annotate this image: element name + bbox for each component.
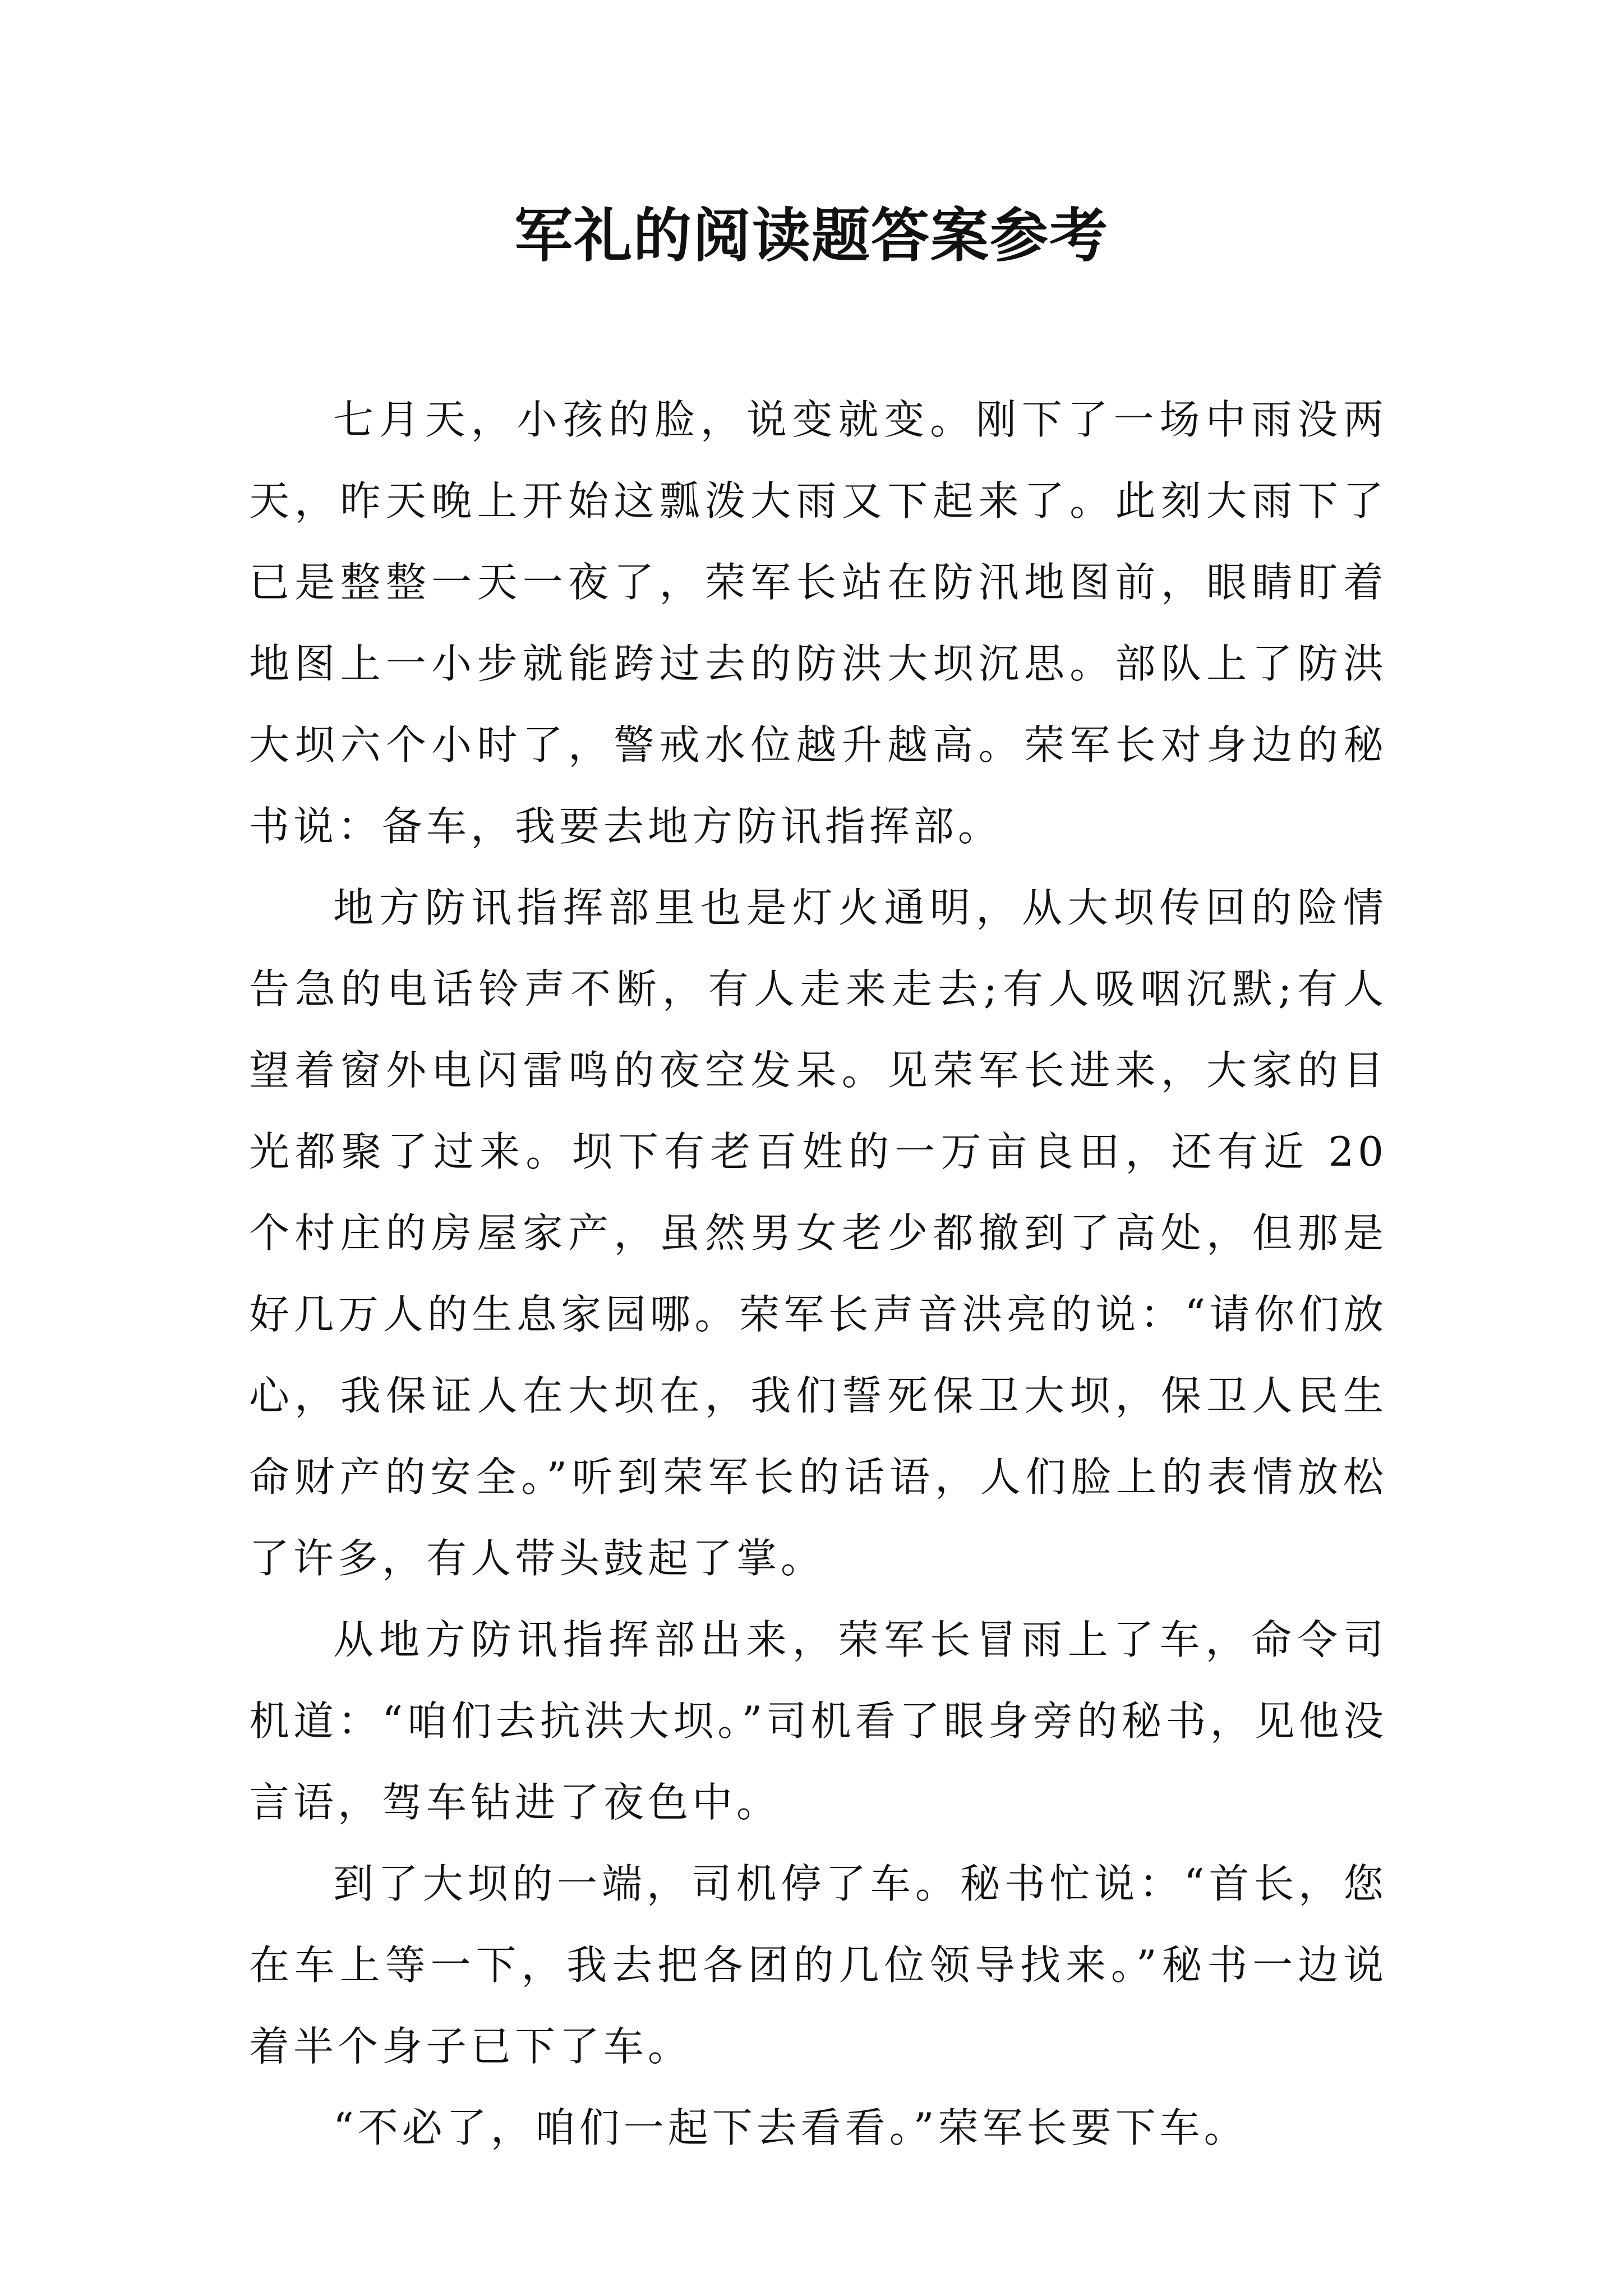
document-title: 军礼的阅读题答案参考 [514,201,1109,270]
paragraph-5: “不必了，咱们一起下去看看。”荣军长要下车。 [333,2104,1248,2151]
document-body [249,379,1387,2169]
paragraph-3: 从地方防讯指挥部出来，荣军长冒雨上了车，命令司机道：“咱们去抗洪大坝。”司机看了眼身旁的秘书，见他没言语，驾车钻进了夜色中。 [249,1616,1387,1826]
paragraph-1: 七月天，小孩的脸，说变就变。刚下了一场中雨没两天，昨天晚上开始这瓢泼大雨又下起来了。此刻大雨下了已是整整一天一夜了，荣军长站在防汛地图前，眼睛盯着地图上一小步就能跨过去的防洪大坝沉思。部队上了防洪大坝六个小时了，警戒水位越升越高。荣军长对身边的秘书说：备车，我要去地方防讯指挥部。 [249,396,1387,850]
paragraph-2: 地方防讯指挥部里也是灯火通明，从大坝传回的险情告急的电话铃声不断，有人走来走去;有人吸咽沉默;有人望着窗外电闪雷鸣的夜空发呆。见荣军长进来，大家的目光都聚了过来。坝下有老百姓的一万亩良田，还有近 20 个村庄的房屋家产，虽然男女老少都撤到了高处，但那是好几万人的生息家园哪。荣军长声音洪亮的说：“请你们放心，我保证人在大坝在，我们誓死保卫大坝，保卫人民生命财产的安全。”听到荣军长的话语，人们脸上的表情放松了许多，有人带头鼓起了掌。 [249,884,1387,1582]
paragraph-4: 到了大坝的一端，司机停了车。秘书忙说：“首长，您在车上等一下，我去把各团的几位领导找来。”秘书一边说着半个身子已下了车。 [249,1860,1387,2070]
